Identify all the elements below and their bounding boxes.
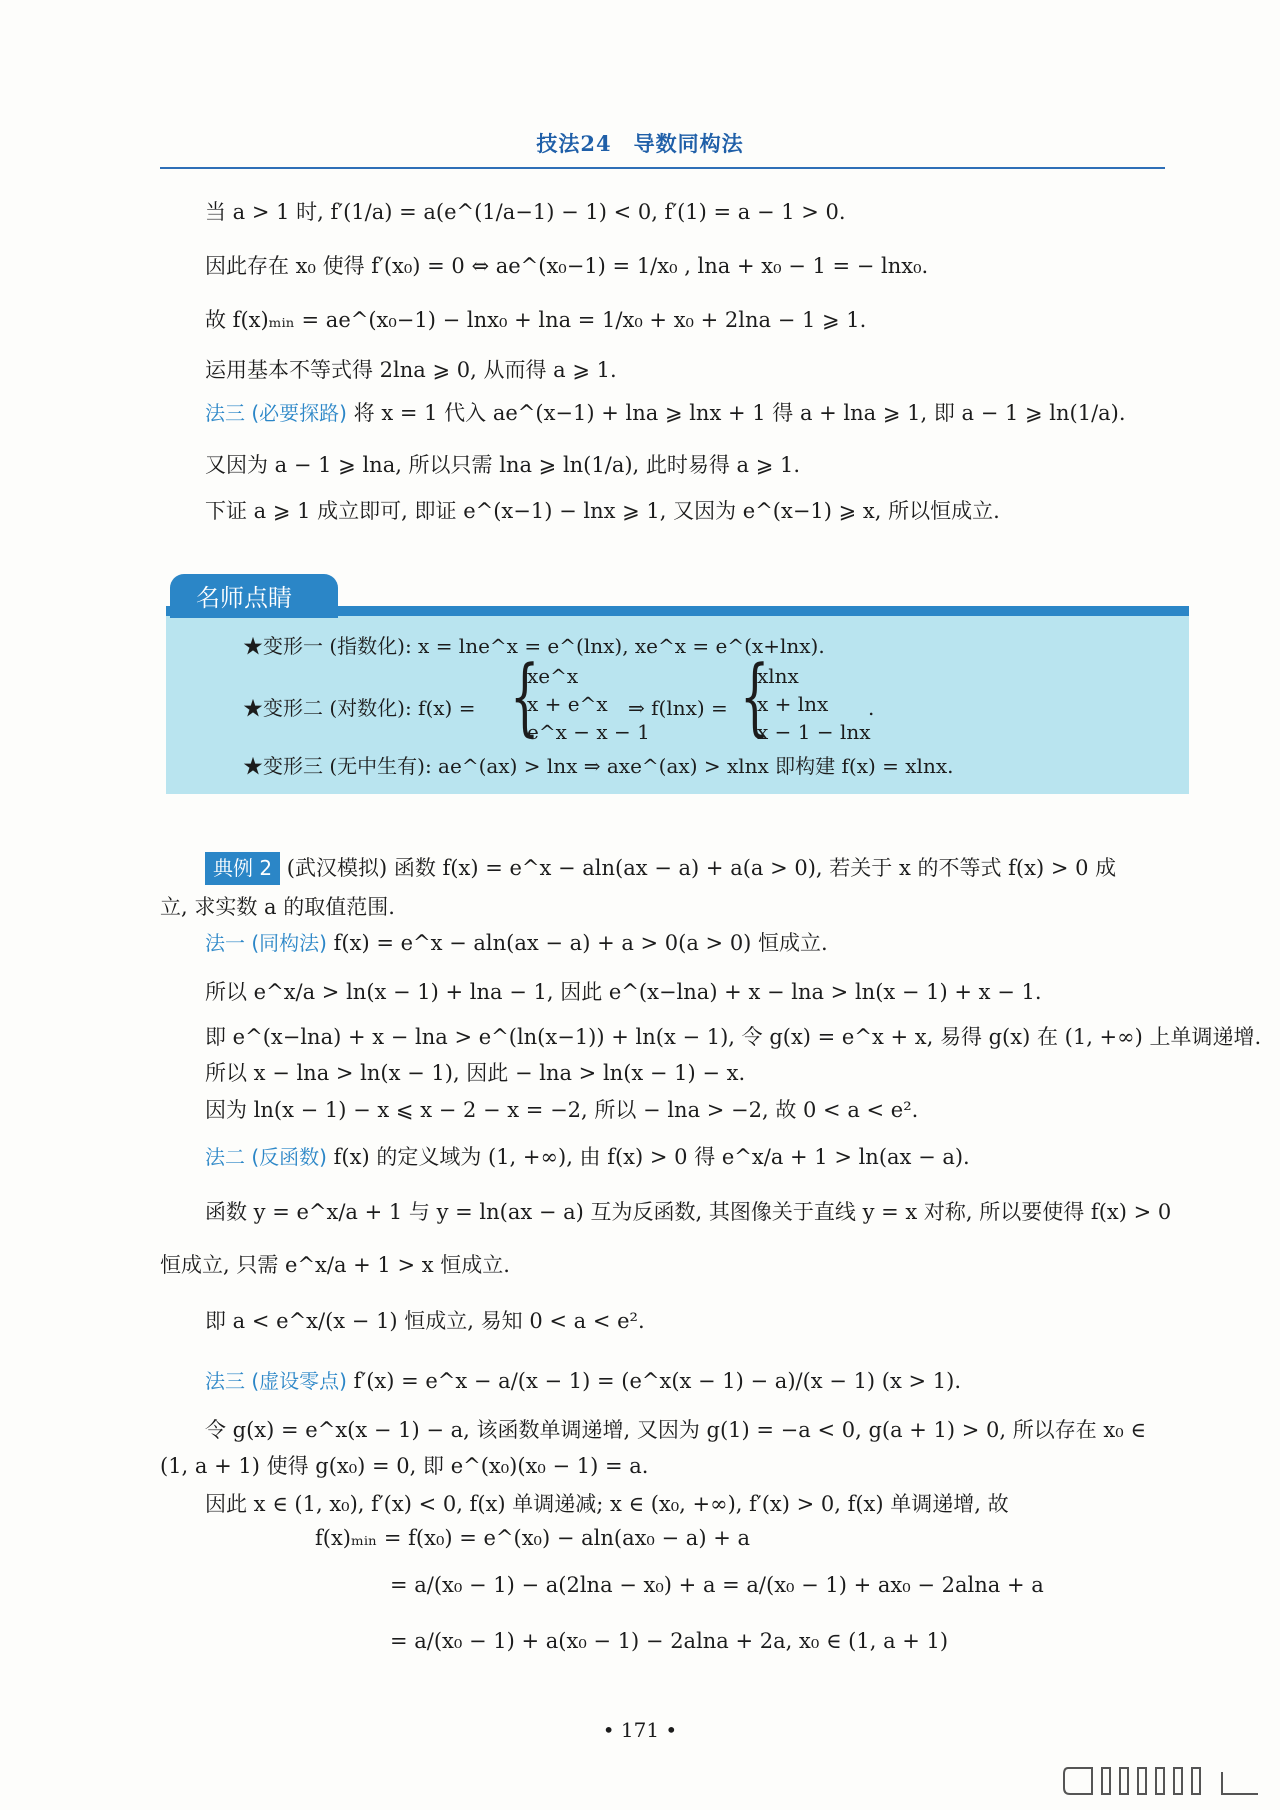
solution-line: 所以 e^x/a > ln(x − 1) + lna − 1, 因此 e^(x−lna) + x − lna > ln(x − 1) + x − 1. — [205, 980, 1042, 1004]
method-text: 将 x = 1 代入 ae^(x−1) + lna ⩾ lnx + 1 得 a + lna ⩾ 1, 即 a − 1 ⩾ ln(1/a). — [353, 401, 1126, 425]
solution-line: 所以 x − lna > ln(x − 1), 因此 − lna > ln(x − 1) − x. — [205, 1061, 746, 1085]
case-item: xlnx — [757, 664, 799, 688]
method-label: 法一 (同构法) — [205, 931, 327, 955]
tip-item-mid: ⇒ f(lnx) = — [628, 696, 728, 720]
cases-right — [757, 662, 871, 746]
example-tag: 典例 2 — [205, 852, 280, 885]
method-line — [205, 1142, 970, 1172]
page-header-title: 技法24 导数同构法 — [536, 131, 744, 156]
solution-line: 令 g(x) = e^x(x − 1) − a, 该函数单调递增, 又因为 g(1) = −a < 0, g(a + 1) > 0, 所以存在 x₀ ∈ — [205, 1418, 1146, 1442]
method-text: f(x) 的定义域为 (1, +∞), 由 f(x) > 0 得 e^x/a + 1 > ln(ax − a). — [333, 1145, 970, 1169]
equation-line: = a/(x₀ − 1) − a(2lna − x₀) + a = a/(x₀ − 1) + ax₀ − 2alna + a — [390, 1573, 1044, 1597]
tip-item: ★变形三 (无中生有): ae^(ax) > lnx ⇒ axe^(ax) > xlnx 即构建 f(x) = xlnx. — [243, 754, 954, 778]
method-line — [205, 1366, 961, 1396]
solution-line: 当 a > 1 时, f′(1/a) = a(e^(1/a−1) − 1) < 0, f′(1) = a − 1 > 0. — [205, 200, 846, 224]
case-item: x + e^x — [527, 692, 608, 716]
case-item: xe^x — [527, 664, 579, 688]
tip-item-prefix: ★变形二 (对数化): f(x) = — [243, 696, 476, 720]
solution-line: 因此存在 x₀ 使得 f′(x₀) = 0 ⇔ ae^(x₀−1) = 1/x₀ , lna + x₀ − 1 = − lnx₀. — [205, 254, 929, 278]
solution-line: 因为 ln(x − 1) − x ⩽ x − 2 − x = −2, 所以 − lna > −2, 故 0 < a < e². — [205, 1098, 919, 1122]
solution-line: 因此 x ∈ (1, x₀), f′(x) < 0, f(x) 单调递减; x ∈ (x₀, +∞), f′(x) > 0, f(x) 单调递增, 故 — [205, 1492, 1009, 1516]
page-number: • 171 • — [602, 1718, 678, 1742]
example-line — [205, 852, 1116, 885]
scanner-mark-icon — [1062, 1766, 1262, 1796]
equation-line: = a/(x₀ − 1) + a(x₀ − 1) − 2alna + 2a, x₀ ∈ (1, a + 1) — [390, 1629, 949, 1653]
case-item: x − 1 − lnx — [757, 720, 871, 744]
method-line — [205, 928, 828, 958]
solution-line: 又因为 a − 1 ⩾ lna, 所以只需 lna ⩾ ln(1/a), 此时易得 a ⩾ 1. — [205, 453, 801, 477]
method-line — [205, 398, 1126, 428]
method-label: 法三 (必要探路) — [205, 401, 347, 425]
case-item: x + lnx — [757, 692, 829, 716]
equation-line: f(x)ₘᵢₙ = f(x₀) = e^(x₀) − aln(ax₀ − a) + a — [315, 1526, 750, 1550]
solution-line: 下证 a ⩾ 1 成立即可, 即证 e^(x−1) − lnx ⩾ 1, 又因为 e^(x−1) ⩾ x, 所以恒成立. — [205, 499, 1000, 523]
solution-line: (1, a + 1) 使得 g(x₀) = 0, 即 e^(x₀)(x₀ − 1) = a. — [160, 1454, 649, 1478]
solution-line: 恒成立, 只需 e^x/a + 1 > x 恒成立. — [160, 1253, 510, 1277]
solution-line: 函数 y = e^x/a + 1 与 y = ln(ax − a) 互为反函数, 其图像关于直线 y = x 对称, 所以要使得 f(x) > 0 — [205, 1200, 1172, 1224]
solution-line: 故 f(x)ₘᵢₙ = ae^(x₀−1) − lnx₀ + lna = 1/x₀ + x₀ + 2lna − 1 ⩾ 1. — [205, 308, 867, 332]
method-label: 法二 (反函数) — [205, 1145, 327, 1169]
solution-line: 运用基本不等式得 2lna ⩾ 0, 从而得 a ⩾ 1. — [205, 358, 617, 382]
tip-label: 名师点睛 — [196, 584, 292, 612]
solution-line: 即 a < e^x/(x − 1) 恒成立, 易知 0 < a < e². — [205, 1309, 645, 1333]
header-rule — [160, 167, 1165, 169]
tip-item: ★变形一 (指数化): x = lne^x = e^(lnx), xe^x = e^(x+lnx). — [243, 634, 825, 658]
tip-item-end: . — [868, 696, 875, 720]
method-label: 法三 (虚设零点) — [205, 1369, 347, 1393]
case-item: e^x − x − 1 — [527, 720, 650, 744]
method-text: f(x) = e^x − aln(ax − a) + a > 0(a > 0) 恒成立. — [333, 931, 828, 955]
left-brace-icon: { — [510, 647, 540, 745]
method-text: f′(x) = e^x − a/(x − 1) = (e^x(x − 1) − a)/(x − 1) (x > 1). — [353, 1369, 962, 1393]
left-brace-icon: { — [740, 647, 770, 745]
solution-line: 即 e^(x−lna) + x − lna > e^(ln(x−1)) + ln(x − 1), 令 g(x) = e^x + x, 易得 g(x) 在 (1, +∞) 上单调递增. — [205, 1025, 1262, 1049]
example-line: 立, 求实数 a 的取值范围. — [160, 895, 395, 919]
example-text: (武汉模拟) 函数 f(x) = e^x − aln(ax − a) + a(a > 0), 若关于 x 的不等式 f(x) > 0 成 — [286, 856, 1117, 880]
